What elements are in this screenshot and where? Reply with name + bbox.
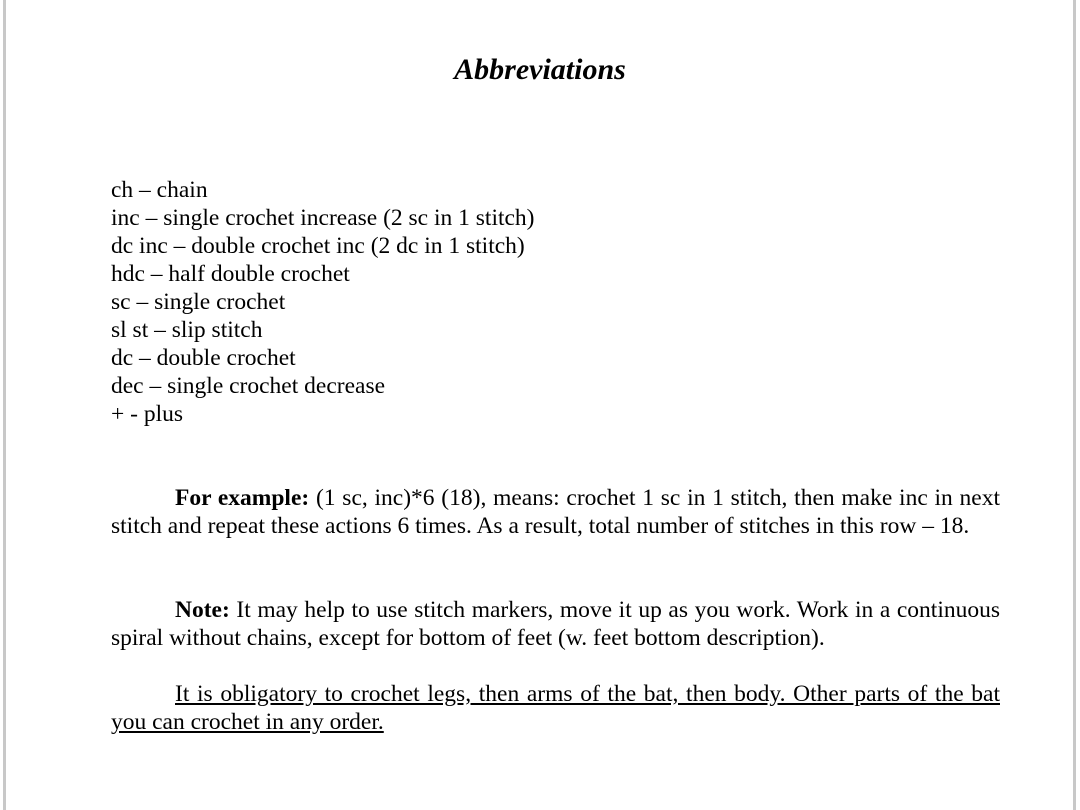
- note-lead: Note:: [175, 597, 230, 623]
- abbreviation-item: dec – single crochet decrease: [111, 373, 386, 399]
- abbreviation-item: sc – single crochet: [111, 289, 286, 315]
- obligatory-order-paragraph: It is obligatory to crochet legs, then arms of the bat, then body. Other parts of the bat you can crochet in any order.: [111, 681, 1000, 735]
- abbreviation-item: sl st – slip stitch: [111, 317, 263, 343]
- abbreviation-item: dc – double crochet: [111, 345, 296, 371]
- abbreviation-list: [111, 176, 535, 428]
- abbreviation-item: ch – chain: [111, 177, 208, 203]
- abbreviation-item: hdc – half double crochet: [111, 261, 350, 287]
- page-title: Abbreviations: [454, 53, 626, 86]
- abbreviation-item: + - plus: [111, 401, 184, 427]
- example-paragraph: [111, 484, 1000, 540]
- page-right-edge: [1073, 0, 1076, 810]
- note-text: It may help to use stitch markers, move it up as you work. Work in a continuous spiral without chains, except for bottom of feet (w. feet bottom description).: [111, 597, 1000, 651]
- abbreviation-item: dc inc – double crochet inc (2 dc in 1 stitch): [111, 233, 525, 259]
- example-lead: For example:: [175, 485, 310, 511]
- example-text: (1 sc, inc)*6 (18), means: crochet 1 sc in 1 stitch, then make inc in next stitch and repeat these actions 6 times. As a result, total number of stitches in this row – 18.: [111, 485, 1000, 539]
- note-paragraph: [111, 596, 1000, 652]
- page-left-edge: [3, 0, 6, 810]
- abbreviation-item: inc – single crochet increase (2 sc in 1 stitch): [111, 205, 535, 231]
